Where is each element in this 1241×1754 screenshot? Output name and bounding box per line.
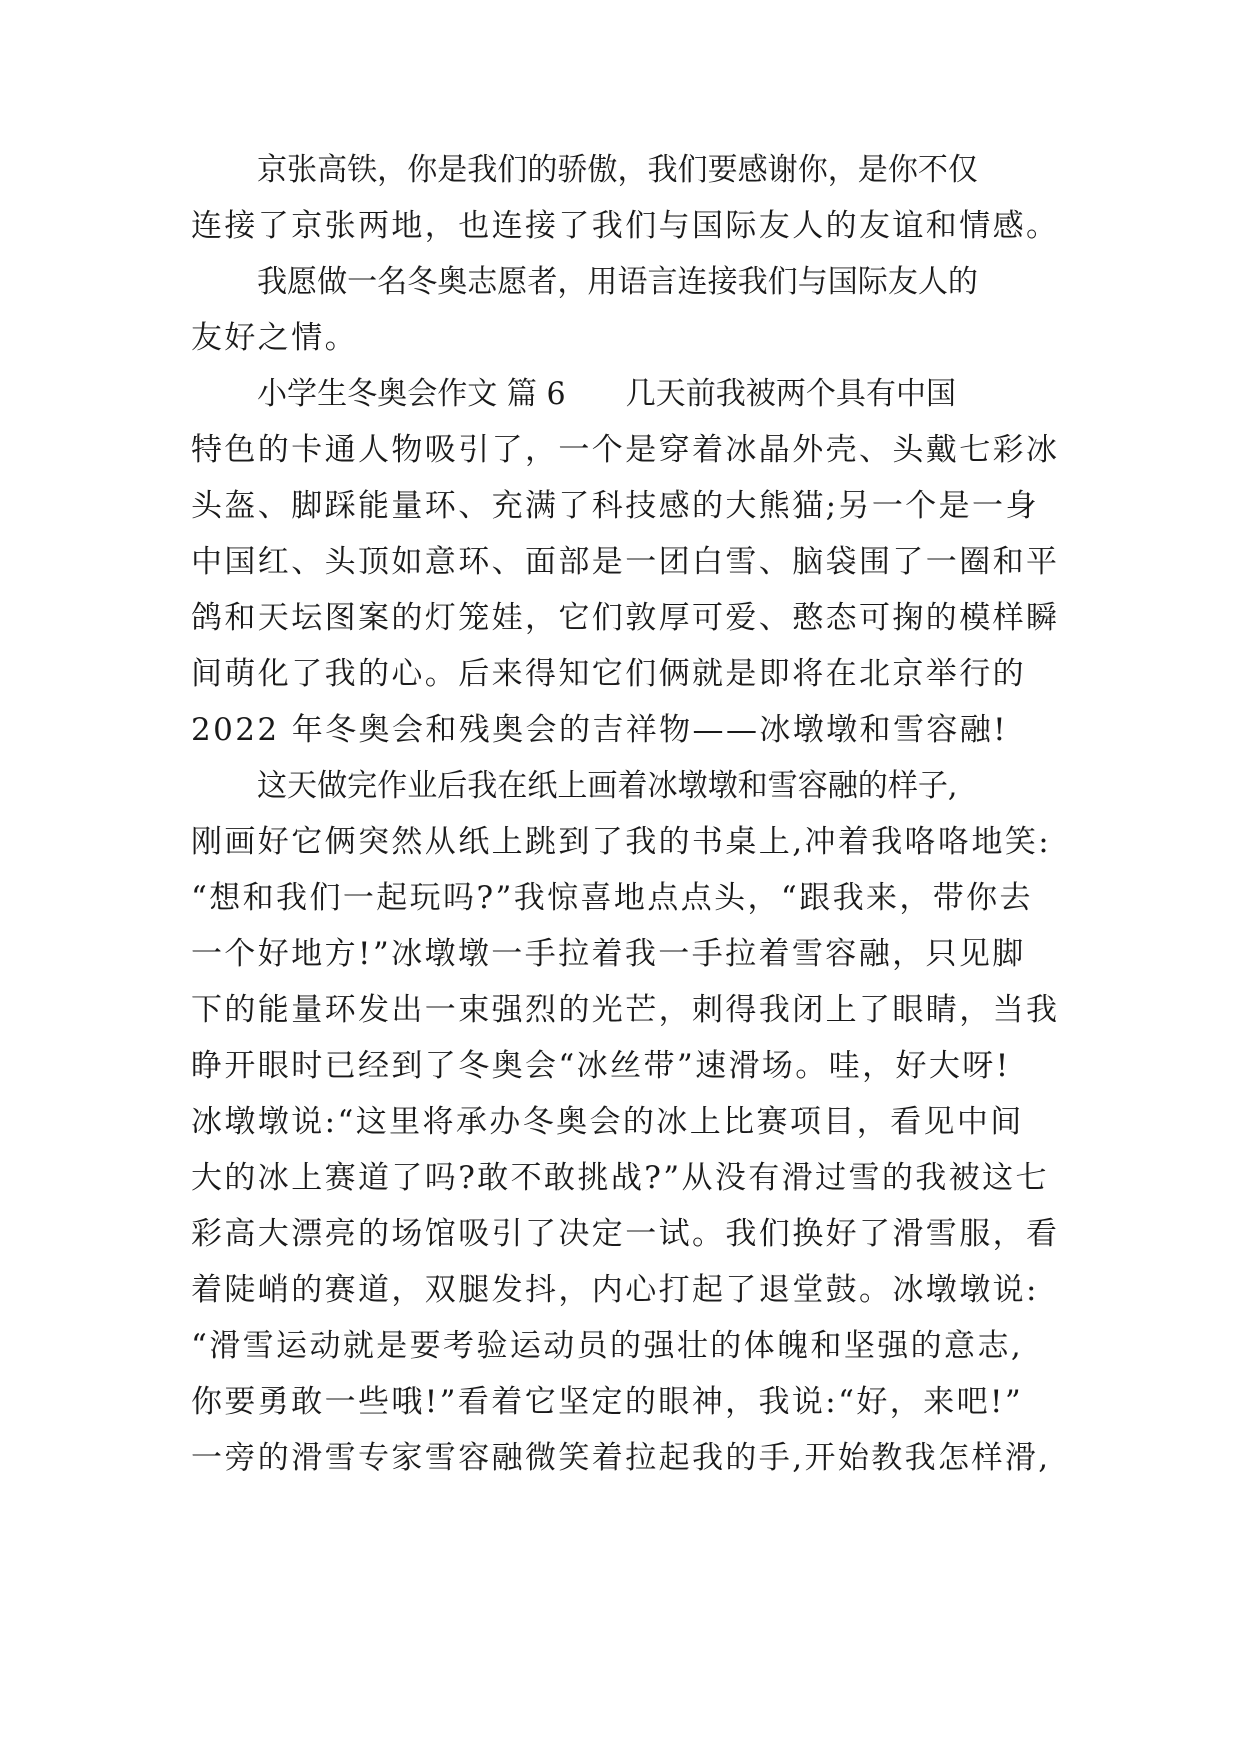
text-line: 头盔、脚踩能量环、充满了科技感的大熊猫;另一个是一身 — [191, 488, 1039, 524]
text-line: 刚画好它俩突然从纸上跳到了我的书桌上,冲着我咯咯地笑: — [191, 824, 1052, 860]
text-line: 一个好地方!”冰墩墩一手拉着我一手拉着雪容融，只见脚 — [191, 936, 1026, 972]
text-line: 连接了京张两地，也连接了我们与国际友人的友谊和情感。 — [191, 208, 1060, 244]
text-line: 冰墩墩说:“这里将承办冬奥会的冰上比赛项目，看见中间 — [191, 1104, 1024, 1140]
text-line: 着陡峭的赛道，双腿发抖，内心打起了退堂鼓。冰墩墩说: — [191, 1272, 1039, 1308]
text-line: 间萌化了我的心。后来得知它们俩就是即将在北京举行的 — [191, 656, 1026, 692]
text-line: 友好之情。 — [191, 320, 358, 356]
section-heading-line — [257, 374, 1090, 414]
text-line: “滑雪运动就是要考验运动员的强壮的体魄和坚强的意志, — [191, 1328, 1024, 1364]
text-line: 睁开眼时已经到了冬奥会“冰丝带”速滑场。哇，好大呀! — [191, 1048, 1011, 1084]
text-line: 大的冰上赛道了吗?敢不敢挑战?”从没有滑过雪的我被这七 — [191, 1160, 1049, 1196]
text-line: 这天做完作业后我在纸上画着冰墩墩和雪容融的样子, — [257, 768, 958, 804]
text-line: 鸽和天坛图案的灯笼娃，它们敦厚可爱、憨态可掬的模样瞬 — [191, 600, 1060, 636]
text-line: 彩高大漂亮的场馆吸引了决定一试。我们换好了滑雪服，看 — [191, 1216, 1060, 1252]
text-line: 一旁的滑雪专家雪容融微笑着拉起我的手,开始教我怎样滑, — [191, 1440, 1051, 1476]
text-line: 下的能量环发出一束强烈的光芒，刺得我闭上了眼睛，当我 — [191, 992, 1060, 1028]
section-heading: 小学生冬奥会作文 篇 6 — [257, 376, 566, 412]
text-line: 几天前我被两个具有中国 — [625, 376, 957, 412]
text-line: 你要勇敢一些哦!”看着它坚定的眼神，我说:“好，来吧!” — [191, 1384, 1024, 1420]
text-line: 2022 年冬奥会和残奥会的吉祥物——冰墩墩和雪容融! — [191, 712, 1009, 748]
text-line: 京张高铁，你是我们的骄傲，我们要感谢你，是你不仅 — [257, 152, 978, 188]
text-line: 特色的卡通人物吸引了，一个是穿着冰晶外壳、头戴七彩冰 — [191, 432, 1060, 468]
text-line: “想和我们一起玩吗?”我惊喜地点点头，“跟我来，带你去 — [191, 880, 1033, 916]
text-line: 我愿做一名冬奥志愿者，用语言连接我们与国际友人的 — [257, 264, 978, 300]
text-line: 中国红、头顶如意环、面部是一团白雪、脑袋围了一圈和平 — [191, 544, 1060, 580]
